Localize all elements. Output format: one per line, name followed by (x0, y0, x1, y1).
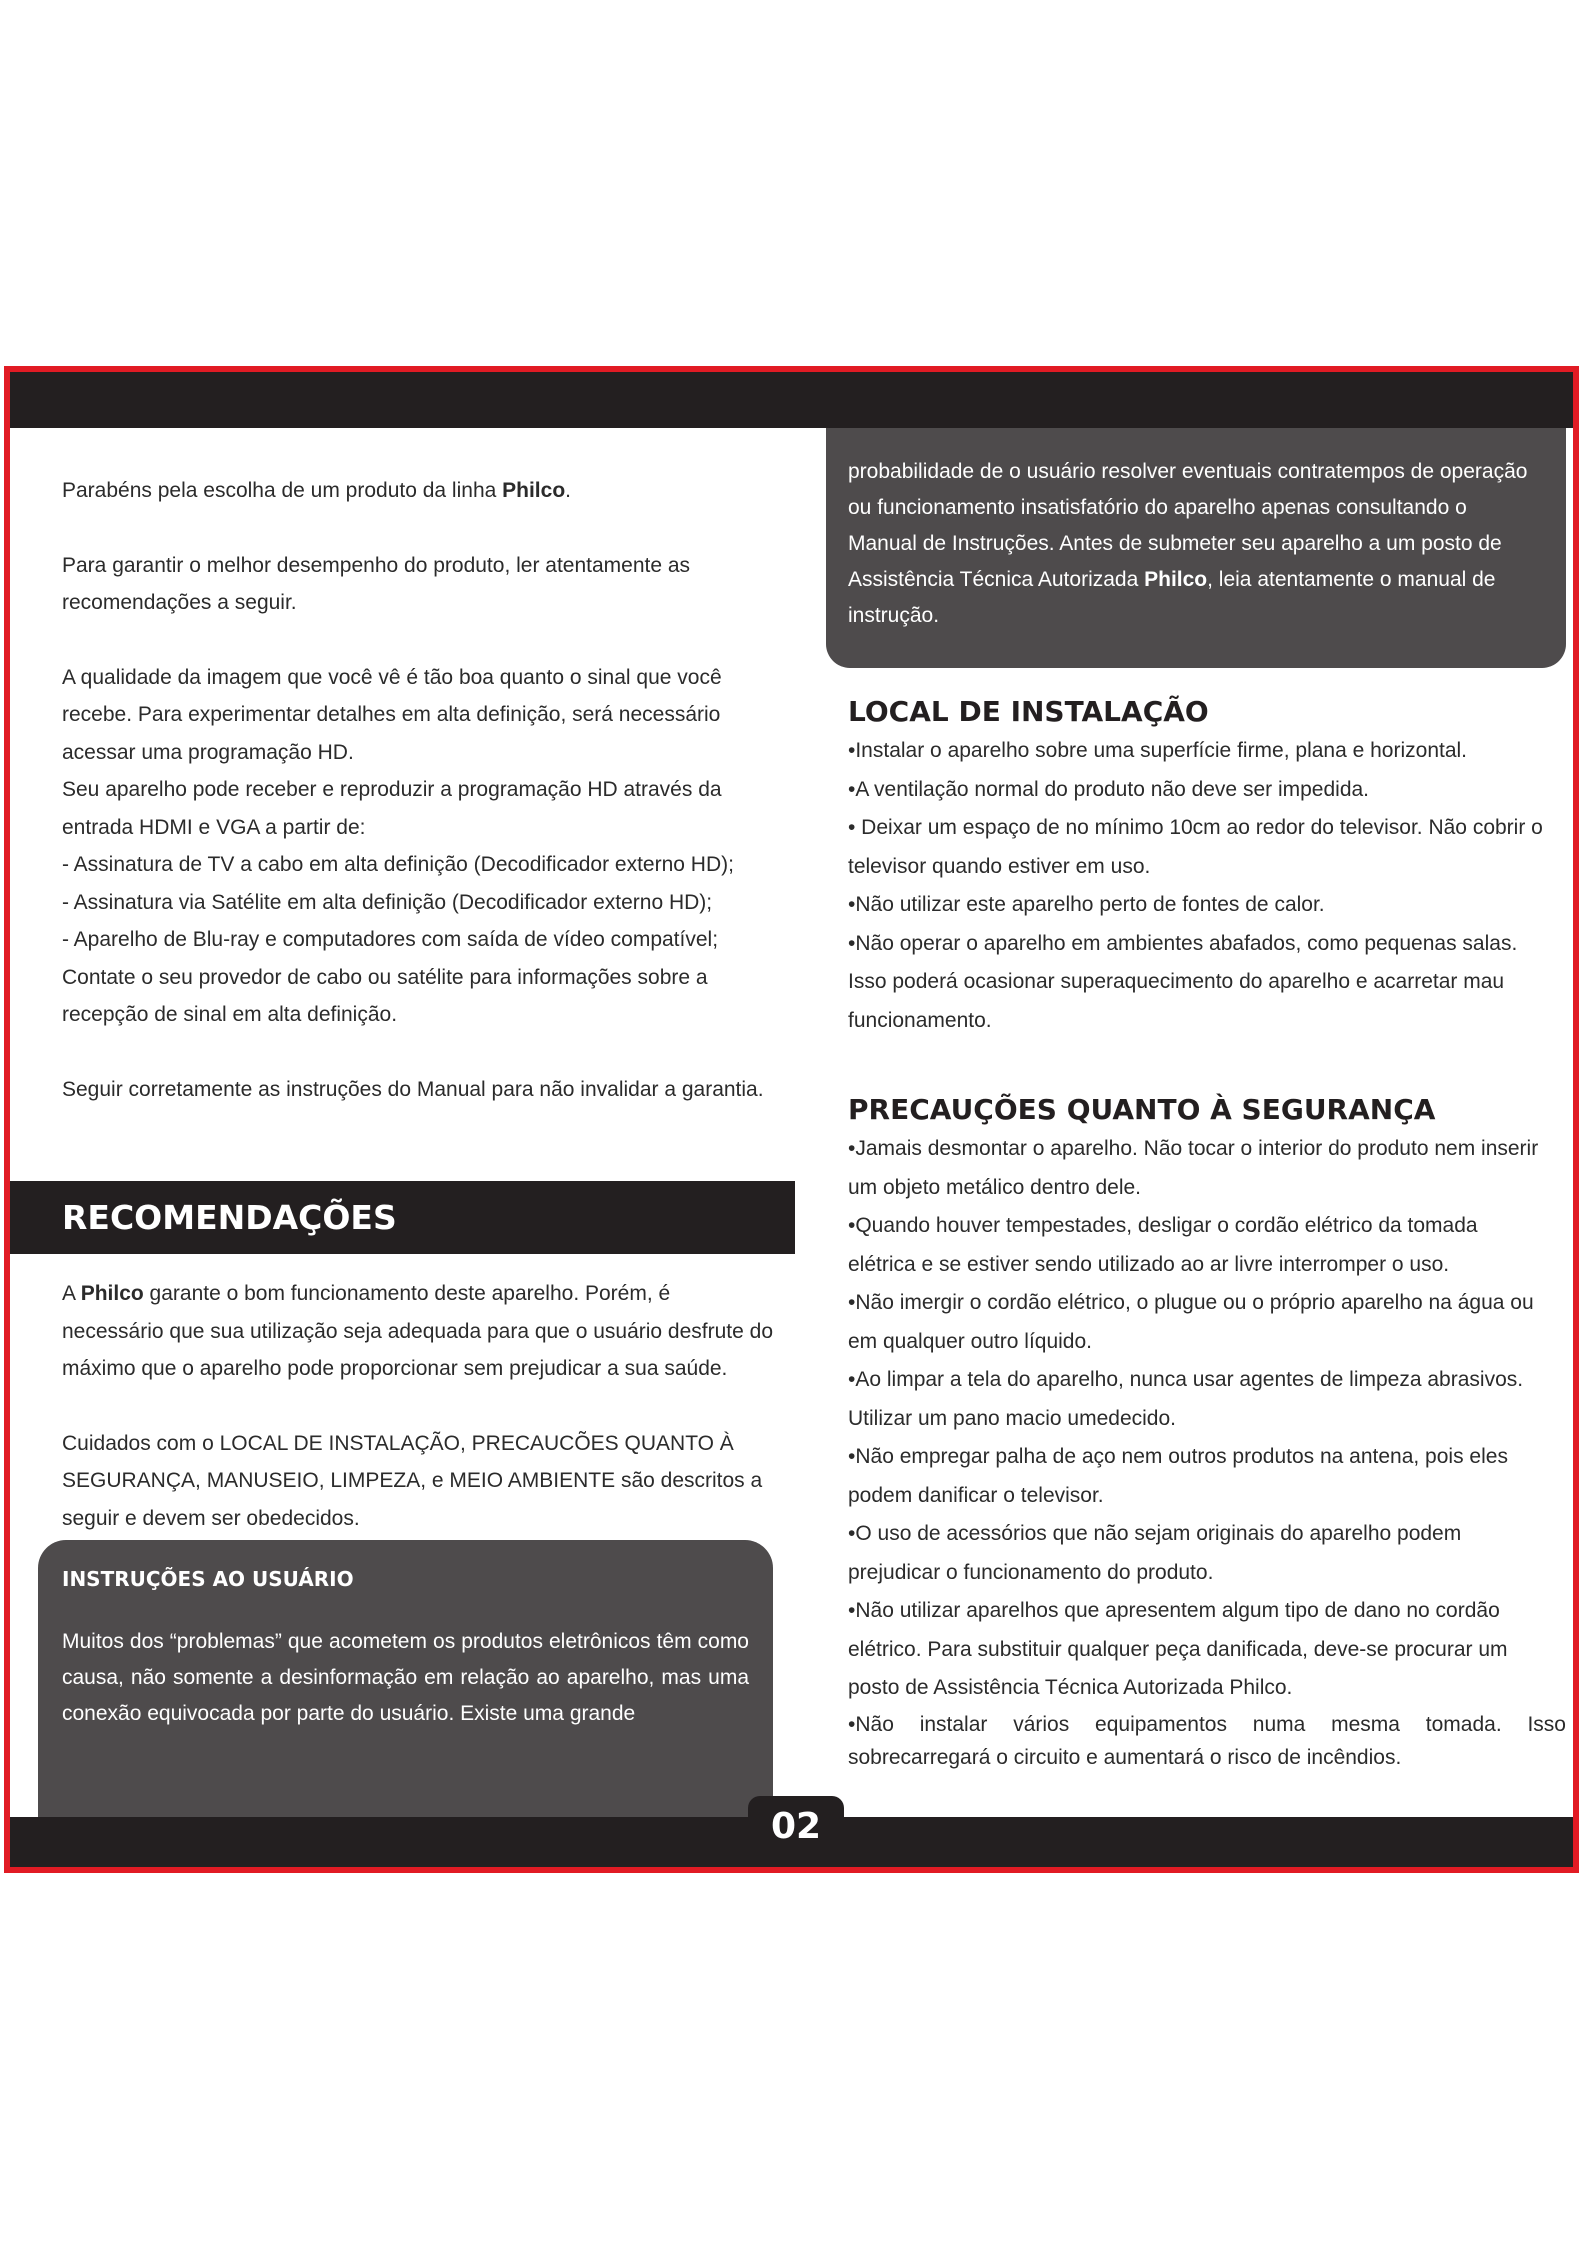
recomendacoes-line: A Philco garante o bom funcionamento deste aparelho. Porém, é (62, 1282, 671, 1305)
intro-line: Seu aparelho pode receber e reproduzir a programação HD através da (62, 778, 722, 801)
intro-line: recebe. Para experimentar detalhes em alta definição, será necessário (62, 703, 721, 726)
intro-line: - Assinatura de TV a cabo em alta definição (Decodificador externo HD); (62, 853, 734, 876)
precaucoes-line: prejudicar o funcionamento do produto. (848, 1560, 1214, 1584)
precaucoes-line: •Não empregar palha de aço nem outros produtos na antena, pois eles (848, 1445, 1508, 1468)
precaucoes-line: elétrica e se estiver sendo utilizado ao ar livre interromper o uso. (848, 1252, 1450, 1276)
instrucoes-box (38, 1540, 773, 1825)
local-line: televisor quando estiver em uso. (848, 854, 1151, 878)
instrucoes-continued-line: ou funcionamento insatisfatório do aparelho apenas consultando o (848, 496, 1467, 519)
recomendacoes-line: SEGURANÇA, MANUSEIO, LIMPEZA, e MEIO AMBIENTE são descritos a (62, 1469, 763, 1492)
instrucoes-heading: INSTRUÇÕES AO USUÁRIO (62, 1567, 354, 1591)
instrucoes-continued-line: Manual de Instruções. Antes de submeter seu aparelho a um posto de (848, 532, 1502, 555)
intro-section (62, 472, 792, 1108)
precaucoes-line: •Jamais desmontar o aparelho. Não tocar o interior do produto nem inserir (848, 1137, 1539, 1160)
precaucoes-line: um objeto metálico dentro dele. (848, 1175, 1142, 1199)
precaucoes-line: posto de Assistência Técnica Autorizada Philco. (848, 1676, 1293, 1699)
precaucoes-line: em qualquer outro líquido. (848, 1329, 1092, 1353)
instrucoes-continued-line: Assistência Técnica Autorizada Philco, leia atentamente o manual de (848, 568, 1496, 591)
precaucoes-line: •O uso de acessórios que não sejam originais do aparelho podem (848, 1522, 1462, 1545)
precaucoes-line: podem danificar o televisor. (848, 1483, 1104, 1507)
precaucoes-section (848, 1090, 1566, 1774)
recomendacoes-heading: RECOMENDAÇÕES (10, 1181, 795, 1254)
precaucoes-line: elétrico. Para substituir qualquer peça danificada, deve-se procurar um (848, 1637, 1508, 1661)
recomendacoes-line: Cuidados com o LOCAL DE INSTALAÇÃO, PRECAUCÕES QUANTO À (62, 1431, 734, 1455)
local-instalacao-heading: LOCAL DE INSTALAÇÃO (848, 695, 1209, 728)
intro-line: recomendações a seguir. (62, 591, 297, 614)
recomendacoes-section (62, 1275, 792, 1537)
precaucoes-line: Utilizar um pano macio umedecido. (848, 1406, 1176, 1430)
manual-page (4, 366, 1579, 1873)
local-line: •Instalar o aparelho sobre uma superfície firme, plana e horizontal. (848, 739, 1468, 762)
local-line: • Deixar um espaço de no mínimo 10cm ao redor do televisor. Não cobrir o (848, 816, 1543, 839)
page-number: 02 (748, 1796, 844, 1858)
intro-line: - Aparelho de Blu-ray e computadores com saída de vídeo compatível; (62, 928, 719, 951)
intro-line: entrada HDMI e VGA a partir de: (62, 815, 366, 839)
recomendacoes-line: necessário que sua utilização seja adequada para que o usuário desfrute do (62, 1319, 773, 1343)
recomendacoes-line: seguir e devem ser obedecidos. (62, 1506, 360, 1530)
intro-line: Para garantir o melhor desempenho do produto, ler atentamente as (62, 553, 691, 577)
precaucoes-line: •Quando houver tempestades, desligar o cordão elétrico da tomada (848, 1214, 1478, 1237)
local-line: •Não operar o aparelho em ambientes abafados, como pequenas salas. (848, 931, 1518, 955)
local-line: •Não utilizar este aparelho perto de fontes de calor. (848, 893, 1325, 916)
local-line: funcionamento. (848, 1008, 992, 1032)
intro-greeting: Parabéns pela escolha de um produto da linha Philco. (62, 479, 571, 502)
precaucoes-heading: PRECAUÇÕES QUANTO À SEGURANÇA (848, 1093, 1436, 1126)
top-bar (10, 372, 1573, 428)
precaucoes-line: •Não utilizar aparelhos que apresentem algum tipo de dano no cordão (848, 1599, 1500, 1622)
intro-line: Contate o seu provedor de cabo ou satélite para informações sobre a (62, 965, 708, 989)
local-line: Isso poderá ocasionar superaquecimento do aparelho e acarretar mau (848, 970, 1505, 993)
instrucoes-continued-line: probabilidade de o usuário resolver eventuais contratempos de operação (848, 460, 1528, 483)
recomendacoes-line: máximo que o aparelho pode proporcionar sem prejudicar a sua saúde. (62, 1357, 728, 1380)
intro-line: A qualidade da imagem que você vê é tão boa quanto o sinal que você (62, 665, 722, 689)
local-line: •A ventilação normal do produto não deve ser impedida. (848, 777, 1370, 801)
instrucoes-text: Muitos dos “problemas” que acometem os produtos eletrônicos têm como causa, não somente a desinformação em relação ao aparelho, mas uma conexão equivocada por parte do usuário. Existe uma grande (62, 1630, 749, 1725)
instrucoes-continued-line: instrução. (848, 604, 940, 627)
precaucoes-line: •Não imergir o cordão elétrico, o plugue ou o próprio aparelho na água ou (848, 1291, 1534, 1314)
intro-line: recepção de sinal em alta definição. (62, 1003, 398, 1026)
intro-line: acessar uma programação HD. (62, 740, 354, 764)
instrucoes-continued-box (826, 428, 1566, 668)
precaucoes-last-line: •Não instalar vários equipamentos numa mesma tomada. Isso sobrecarregará o circuito e aumentará o risco de incêndios. (848, 1712, 1566, 1769)
warranty-note: Seguir corretamente as instruções do Manual para não invalidar a garantia. (62, 1077, 764, 1101)
intro-line: - Assinatura via Satélite em alta definição (Decodificador externo HD); (62, 890, 713, 914)
local-instalacao-section (848, 692, 1566, 1040)
precaucoes-line: •Ao limpar a tela do aparelho, nunca usar agentes de limpeza abrasivos. (848, 1368, 1524, 1391)
